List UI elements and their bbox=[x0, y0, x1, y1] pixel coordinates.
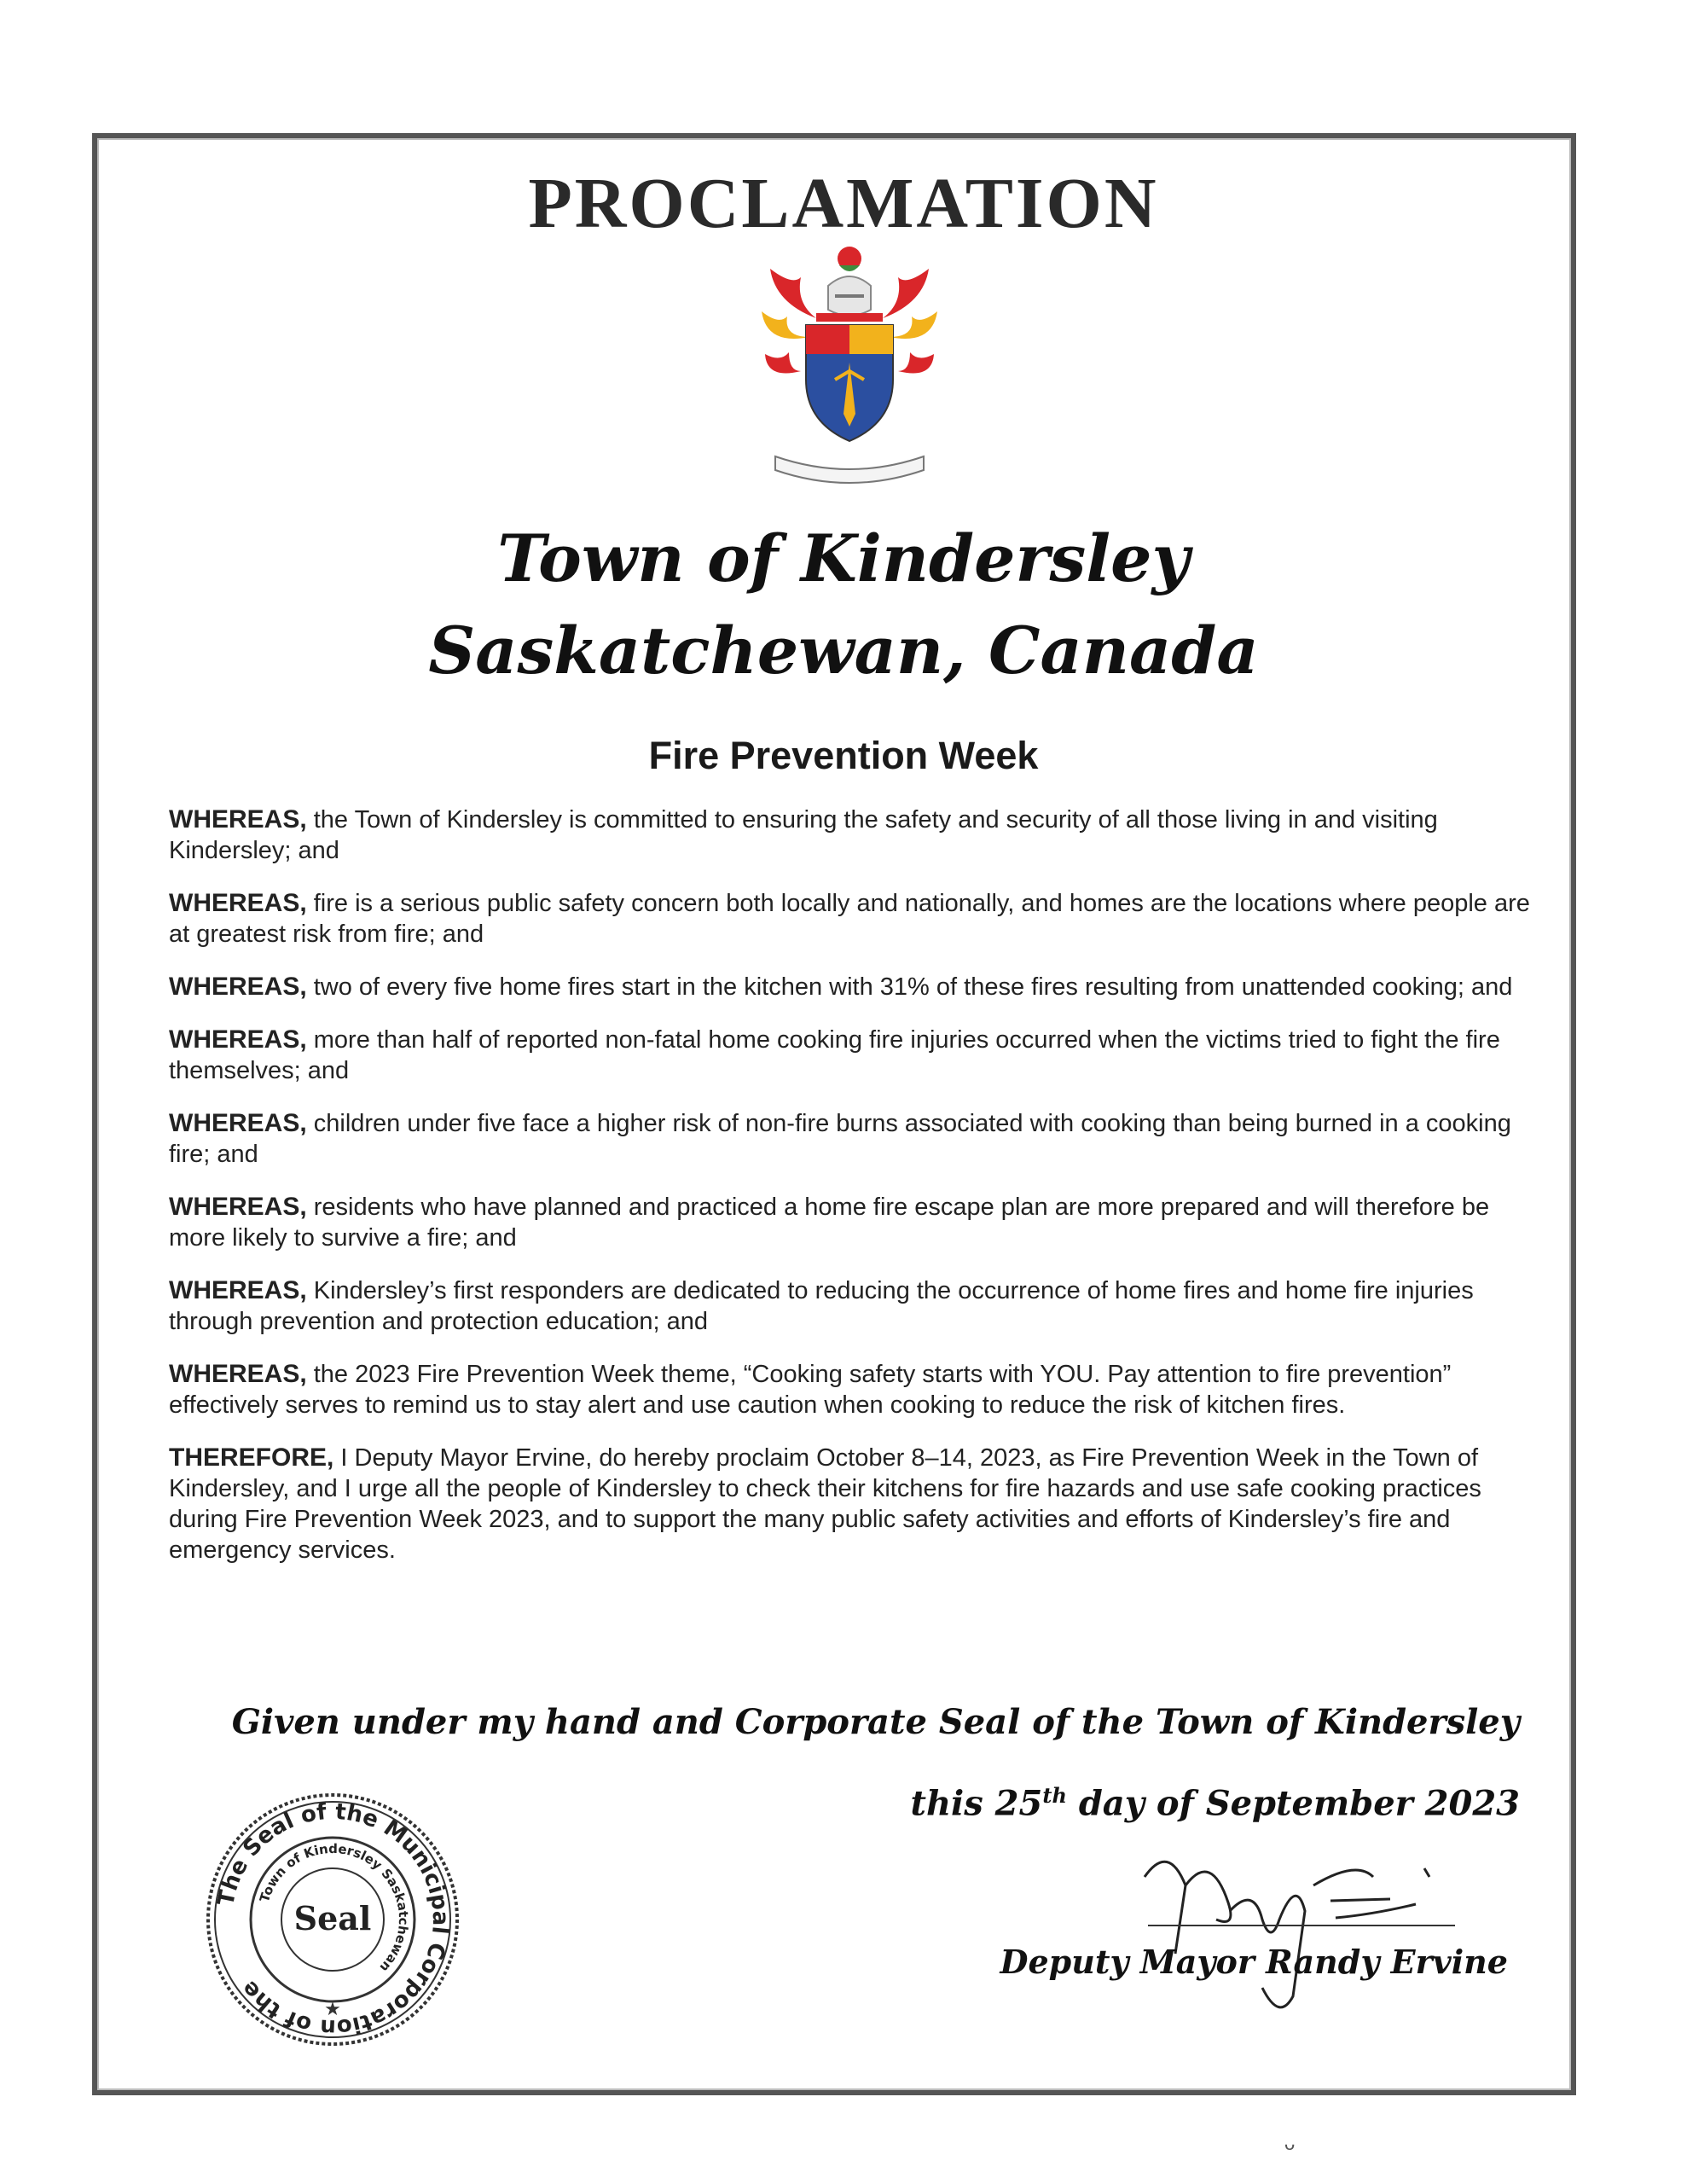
seal-inner-text: Town of Kindersley Saskatchewan bbox=[256, 1840, 412, 1976]
paragraph-text: I Deputy Mayor Ervine, do hereby proclaim October 8–14, 2023, as Fire Prevention Week in the Town of Kindersley, and I urge all the people of Kindersley to check their kitchens for fire hazards and use safe cooking practices during Fire Prevention Week 2023, and to support the many public safety activities and efforts of Kindersley’s fire and emergency services. bbox=[169, 1444, 1481, 1564]
paragraph-text: Kindersley’s first responders are dedicated to reducing the occurrence of home fires and home fire injuries through prevention and protection education; and bbox=[169, 1277, 1474, 1335]
whereas-paragraph bbox=[169, 1025, 1551, 1086]
province-country: Saskatchewan, Canada bbox=[428, 613, 1259, 688]
paragraph-text: fire is a serious public safety concern both locally and nationally, and homes are the locations where people are at greatest risk from fire; and bbox=[169, 890, 1530, 948]
dated-prefix: this 25 bbox=[910, 1783, 1043, 1824]
given-under-line: Given under my hand and Corporate Seal of the Town of Kindersley bbox=[231, 1702, 1520, 1742]
page-mark: ᴗ bbox=[1284, 2133, 1296, 2154]
paragraph-lead: WHEREAS, bbox=[169, 973, 307, 1001]
proclamation-body bbox=[169, 804, 1551, 1588]
paragraph-text: the 2023 Fire Prevention Week theme, “Cooking safety starts with YOU. Pay attention to fire prevention” effectively serves to remind us to stay alert and use caution when cooking to reduce the risk of kitchen fires. bbox=[169, 1361, 1452, 1419]
handwritten-signature bbox=[1134, 1826, 1493, 2013]
paragraph-text: residents who have planned and practiced a home fire escape plan are more prepared and will therefore be more likely to survive a fire; and bbox=[169, 1194, 1490, 1252]
proclamation-heading: Fire Prevention Week bbox=[648, 734, 1039, 777]
paragraph-text: children under five face a higher risk of non-fire burns associated with cooking than being burned in a cooking fire; and bbox=[169, 1110, 1511, 1168]
whereas-paragraph bbox=[169, 888, 1551, 950]
town-crest-icon bbox=[758, 243, 942, 491]
dated-line bbox=[910, 1783, 1520, 1823]
paragraph-lead: WHEREAS, bbox=[169, 1193, 307, 1221]
paragraph-text: two of every five home fires start in the kitchen with 31% of these fires resulting from unattended cooking; and bbox=[306, 973, 1513, 1001]
therefore-paragraph bbox=[169, 1443, 1551, 1565]
signer-name: Deputy Mayor Randy Ervine bbox=[1000, 1943, 1508, 1981]
paragraph-lead: WHEREAS, bbox=[169, 805, 307, 834]
paragraph-lead: WHEREAS, bbox=[169, 1276, 307, 1304]
corporate-seal-icon bbox=[205, 1792, 461, 2048]
town-name: Town of Kindersley bbox=[497, 520, 1190, 596]
paragraph-text: more than half of reported non-fatal home cooking fire injuries occurred when the victims tried to fight the fire themselves; and bbox=[169, 1026, 1500, 1084]
signature-line bbox=[1148, 1925, 1455, 1926]
paragraph-lead: WHEREAS, bbox=[169, 889, 307, 917]
whereas-paragraph bbox=[169, 1359, 1551, 1420]
whereas-paragraph bbox=[169, 972, 1551, 1002]
paragraph-text: the Town of Kindersley is committed to ensuring the safety and security of all those living in and visiting Kindersley; and bbox=[169, 806, 1438, 864]
seal-center-text: Seal bbox=[293, 1899, 372, 1937]
dated-ordinal: th bbox=[1042, 1783, 1067, 1808]
whereas-paragraph bbox=[169, 1192, 1551, 1253]
paragraph-lead: THEREFORE, bbox=[169, 1443, 334, 1472]
whereas-paragraph bbox=[169, 1108, 1551, 1170]
whereas-paragraph bbox=[169, 1275, 1551, 1337]
paragraph-lead: WHEREAS, bbox=[169, 1025, 307, 1054]
seal-outer-text: The Seal of the Municipal Corporation of the bbox=[213, 1798, 454, 2041]
svg-text:★: ★ bbox=[324, 1998, 341, 2019]
whereas-paragraph bbox=[169, 804, 1551, 866]
paragraph-lead: WHEREAS, bbox=[169, 1360, 307, 1388]
dated-suffix: day of September 2023 bbox=[1066, 1783, 1520, 1824]
proclamation-title: PROCLAMATION bbox=[528, 164, 1159, 243]
paragraph-lead: WHEREAS, bbox=[169, 1109, 307, 1137]
